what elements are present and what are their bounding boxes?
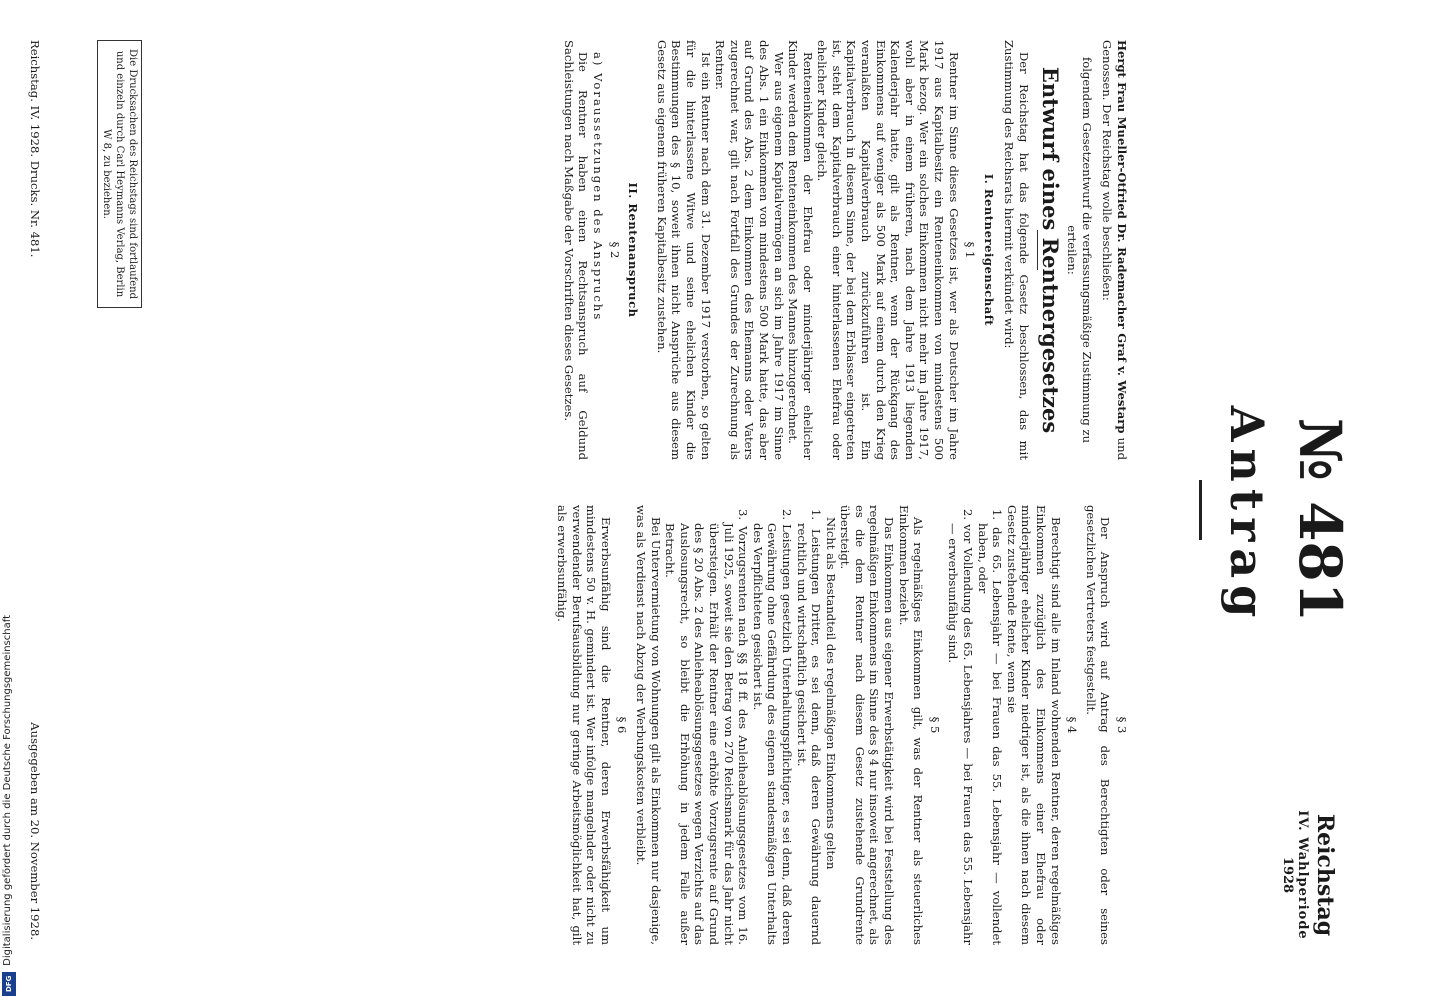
intro-instruction: folgendem Gesetzentwurf die verfassungsmäßige Zustimmung zu erteilen: (1065, 56, 1094, 444)
section-5-item: 2. Leistungen gesetzlich Unterhaltungspflichtiger, es sei denn, daß deren Gewährung ohne Gefährdung des eigenen standesmäßigen Unterhalts des Verpflichteten gesichert ist. (750, 509, 794, 945)
section-5-heading: § 5 (927, 716, 942, 734)
section-2-heading: § 2 (607, 241, 622, 259)
intro-rest: und Genossen. Der Reichstag wolle beschließen: (1100, 40, 1129, 461)
section-4-item: 2. vor Vollendung des 65. Lebensjahres — bei Frauen das 55. Lebensjahr — erwerbsunfähig sind. (946, 509, 976, 945)
section-5-paragraph-4: Bei Untervermietung von Wohnungen gilt als Einkommen nur dasjenige, was als Verdienst nach Abzug der Werbungskosten verbleibt. (634, 505, 663, 945)
intro-signers: Frau Mueller-Otfried Dr. Rademacher Graf v. Westarp (1115, 82, 1129, 434)
section-4-heading: § 4 (1065, 716, 1080, 734)
document-number: № 481 (1286, 417, 1354, 623)
title-divider (1199, 480, 1202, 540)
section-3-paragraph: Der Anspruch wird auf Antrag des Berechtigten oder seines gesetzlichen Vertreters festgestellt. (1083, 505, 1113, 945)
section-5-paragraph-2: Das Einkommen aus eigener Erwerbstätigkeit wird bei Feststellung des regelmäßigen Einkommens im Sinne des § 4 nur insoweit angerechnet, als es die dem Rentner nach diesem Gesetz zustehende Grundrente übersteigt. (838, 505, 897, 945)
part1-heading: I. Rentnereigenschaft (981, 173, 996, 327)
reichstag-header (1280, 795, 1338, 955)
section-1-paragraph-1: Rentner im Sinne dieses Gesetzes ist, wer als Deutscher im Jahre 1917 aus Kapitalbesitz ein Renteneinkommen von mindestens 500 Mark bezog. Wer ein solches Einkommen nicht mehr im Jahre 1917, wohl aber in einem früheren, nach dem Jahre 1913 liegenden Kalenderjahr hatte, gilt als Rentner, wenn der Rückgang des Einkommens auf weniger als 500 Mark auf einem durch den Krieg veranlaßten Kapitalverbrauch zurückzuführen ist. Ein Kapitalverbrauch in diesem Sinne, der bei dem Erblasser eingetreten ist, steht dem Kapitalverbrauch einer hinterlassenen Ehefrau oder ehelicher Kinder gleich. (815, 40, 961, 460)
part2-heading: II. Rentenanspruch (626, 182, 641, 318)
section-3-heading: § 3 (1115, 716, 1129, 734)
dfg-logo-icon: DFG (2, 972, 16, 996)
section-2-subheading: a) Voraussetzungen des Anspruchs (591, 52, 605, 322)
section-5-paragraph-1: Als regelmäßiges Einkommen gilt, was der Rentner als steuerliches Einkommen bezieht. (896, 505, 926, 945)
wahlperiode-label: IV. Wahlperiode (1295, 810, 1310, 940)
section-6-heading: § 6 (615, 716, 630, 734)
section-1-paragraph-4: Ist ein Rentner nach dem 31. Dezember 1917 verstorben, so gelten für die hinterlassene Witwe und seine ehelichen Kinder die Bestimmungen des § 10, soweit ihnen nicht Ansprüche aus diesem Gesetz aus eigenem früheren Kapitalbesitz zustehen. (654, 40, 713, 460)
intro-signers-prefix: Hergt (1115, 40, 1129, 78)
section-5-item: 1. Leistungen Dritter, es sei denn, daß deren Gewährung dauernd rechtlich und wirtschaftlich gesichert ist. (794, 509, 824, 945)
bill-title: Entwurf eines Rentnergesetzes (1037, 66, 1063, 434)
digitization-credit (0, 0, 20, 1000)
section-1-paragraph-2: Renteneinkommen der Ehefrau oder minderjähriger ehelicher Kinder werden dem Renteneinkommen des Mannes hinzugerechnet. (786, 40, 815, 460)
intro-signers-line (1100, 40, 1129, 460)
right-column (554, 505, 1129, 945)
footer-print-reference: Reichstag. IV. 1928. Drucks. Nr. 481. (28, 40, 42, 258)
year-label: 1928 (1280, 856, 1295, 894)
document-title: Antrag (1220, 405, 1274, 625)
section-5-item: 3. Vorzugsrenten nach §§ 18 ff. des Anleiheablösungsgesetzes vom 16. Juli 1925, soweit sie den Betrag von 270 Reichsmark für das Jahr nicht übersteigen. Erhält der Rentner eine erhöhte Vorzugsrente auf Grund des § 20 Abs. 2 des Anleiheablösungsgesetzes wegen Verzichts auf das Auslosungsrecht, so bleibt die Erhöhung in jedem Falle außer Betracht. (663, 509, 751, 945)
preamble: Der Reichstag hat das folgende Gesetz beschlossen, das mit Zustimmung des Reichsrats hiermit verkündet wird: (1002, 40, 1032, 460)
section-5-paragraph-3: Nicht als Bestandteil des regelmäßigen Einkommens gelten (823, 517, 838, 870)
digitization-credit-label: Digitalisierung gefördert durch die Deutsche Forschungsgemeinschaft (2, 615, 13, 966)
section-6-paragraph: Erwerbsunfähig sind die Rentner, deren Erwerbsfähigkeit um mindestens 50 v. H. gemindert ist. Wer infolge mangelnder oder nicht zu verwendender Berufsausbildung nur geringe Arbeitsmöglichkeit hat, gilt als erwerbsunfähig. (555, 505, 613, 945)
reichstag-title: Reichstag (1312, 813, 1338, 937)
section-2-paragraph: Die Rentner haben einen Rechtsanspruch auf Geldund Sachleistungen nach Maßgabe der Vorschriften dieses Gesetzes. (561, 40, 591, 460)
section-4-item: 1. das 65. Lebensjahr — bei Frauen das 55. Lebensjahr — vollendet haben, oder (975, 509, 1005, 945)
section-1-heading: § 1 (963, 241, 978, 259)
page-footer (28, 40, 42, 940)
section-1-paragraph-3: Wer aus eigenem Kapitalvermögen an sich im Jahre 1917 im Sinne des Abs. 1 ein Einkommen von mindestens 500 Mark hatte, das aber auf Grund des Abs. 2 dem Einkommen des Ehemanns oder Vaters zugerechnet war, gilt nach Fortfall des Grundes der Zurechnung als Rentner. (713, 40, 786, 460)
footer-issue-date: Ausgegeben am 20. November 1928. (28, 722, 42, 940)
section-4-paragraph: Berechtigt sind alle im Inland wohnenden Rentner, deren regelmäßiges Einkommen zuzüglich des Einkommens einer Ehefrau oder minderjähriger ehelicher Kinder niedriger ist, als die ihnen nach diesem Gesetz zustehende Rente, wenn sie (1004, 505, 1063, 945)
footnote-box: Die Drucksachen des Reichstags sind fortlaufend und einzeln durch Carl Heymanns Verlag, Berlin W 8, zu beziehen. (97, 40, 142, 308)
left-column (561, 40, 1129, 460)
